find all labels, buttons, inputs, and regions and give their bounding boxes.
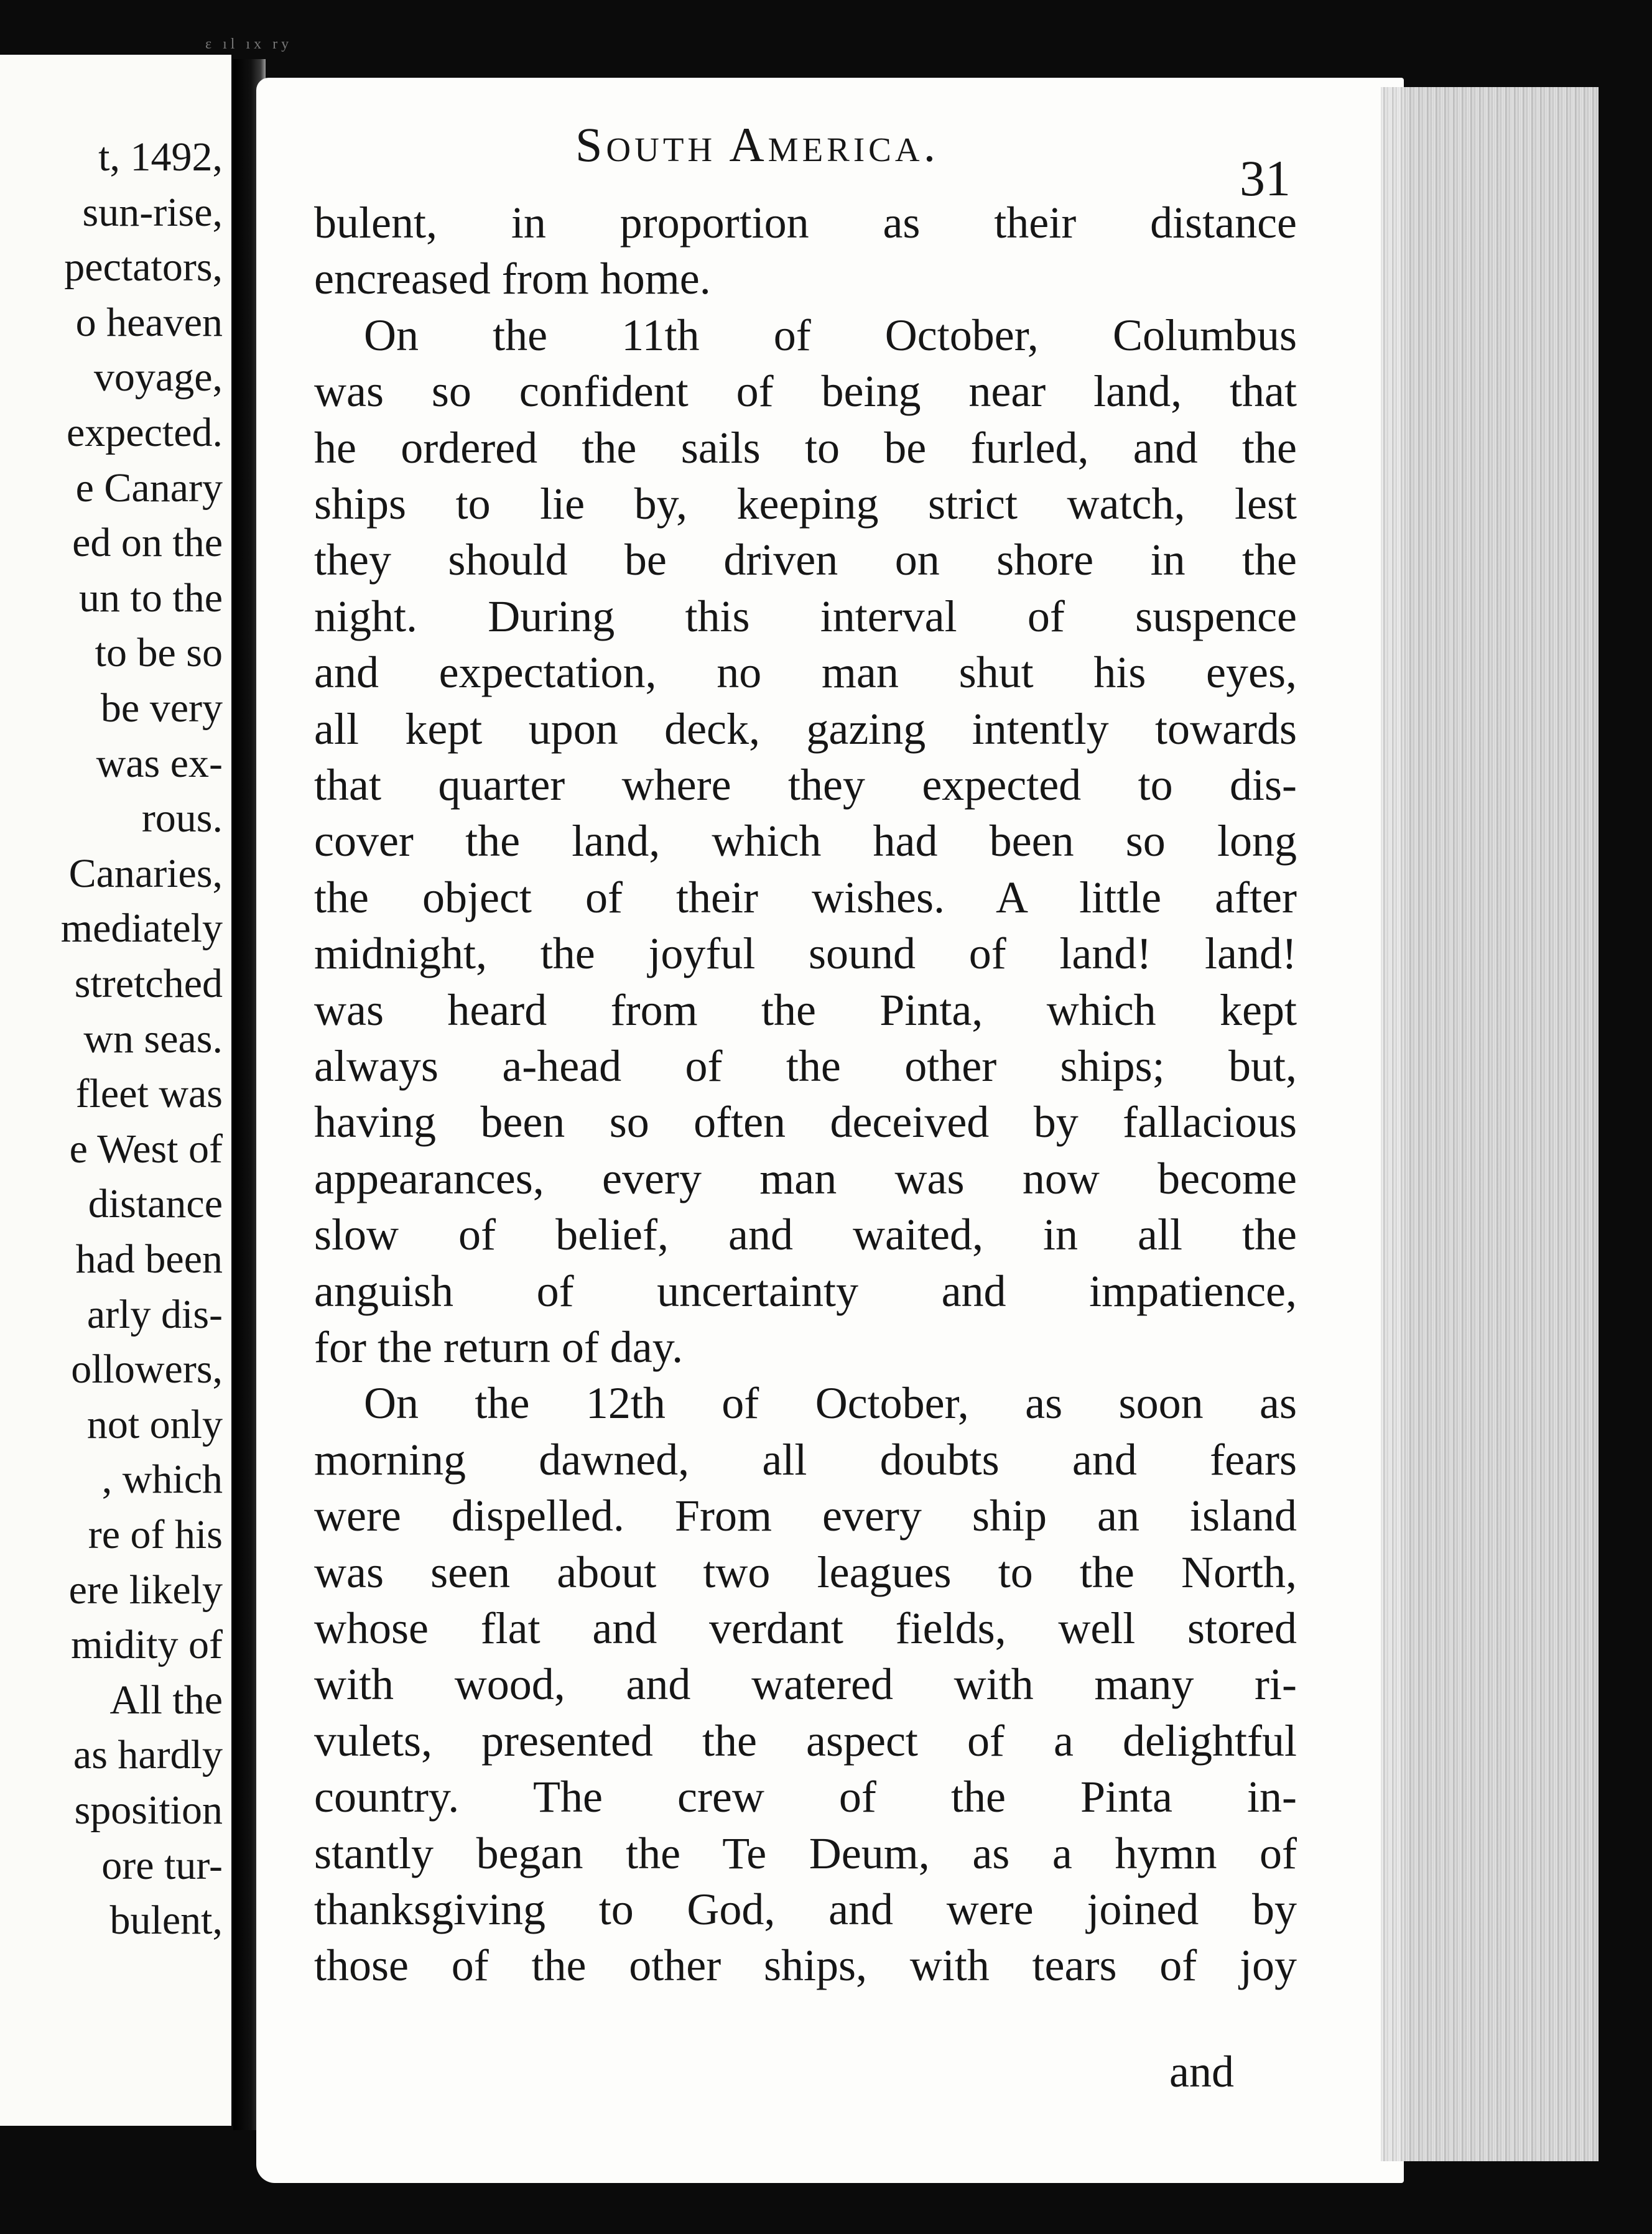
left-page-line: was ex- bbox=[96, 740, 223, 786]
body-line: ships to lie by, keeping strict watch, lest bbox=[314, 479, 1297, 529]
left-page-line: as hardly bbox=[73, 1732, 223, 1778]
body-line: for the return of day. bbox=[314, 1322, 684, 1372]
page-fore-edge bbox=[1381, 87, 1599, 2161]
running-head: South America. bbox=[575, 118, 940, 172]
left-page-line: , which bbox=[101, 1457, 223, 1503]
body-line: all kept upon deck, gazing intently towards bbox=[314, 703, 1297, 754]
body-line: slow of belief, and waited, in all the bbox=[314, 1210, 1297, 1260]
left-page-line: distance bbox=[88, 1181, 223, 1227]
body-line: midnight, the joyful sound of land! land! bbox=[314, 929, 1297, 979]
body-line: that quarter where they expected to dis- bbox=[314, 760, 1297, 810]
left-page-line: not only bbox=[86, 1401, 223, 1447]
body-line: having been so often deceived by fallacious bbox=[314, 1097, 1297, 1147]
left-page-fragment bbox=[0, 55, 231, 2126]
left-page-line: pectators, bbox=[64, 244, 223, 290]
body-line: encreased from home. bbox=[314, 254, 711, 304]
left-page-line: e West of bbox=[69, 1126, 223, 1172]
left-page-top-mark: ε ıl ıx ry bbox=[205, 36, 293, 52]
body-line: he ordered the sails to be furled, and the bbox=[314, 422, 1297, 473]
left-page-line: ere likely bbox=[68, 1567, 223, 1613]
left-page-line: ollowers, bbox=[71, 1346, 223, 1393]
body-line: On the 11th of October, Columbus bbox=[364, 310, 1297, 360]
body-line: with wood, and watered with many ri- bbox=[314, 1659, 1297, 1710]
page-number: 31 bbox=[1240, 150, 1291, 206]
body-line: country. The crew of the Pinta in- bbox=[314, 1772, 1297, 1822]
body-line: were dispelled. From every ship an island bbox=[314, 1491, 1297, 1541]
body-line: was seen about two leagues to the North, bbox=[314, 1547, 1297, 1597]
body-line: was heard from the Pinta, which kept bbox=[314, 985, 1297, 1035]
left-page-line: sposition bbox=[74, 1787, 223, 1833]
left-page-line: sun-rise, bbox=[82, 189, 223, 235]
body-line: whose flat and verdant fields, well stored bbox=[314, 1603, 1297, 1653]
body-line: anguish of uncertainty and impatience, bbox=[314, 1266, 1297, 1316]
left-page-line: mediately bbox=[60, 906, 223, 952]
left-page-line: voyage, bbox=[93, 355, 223, 401]
left-page-line: rous. bbox=[141, 795, 223, 841]
left-page-line: fleet was bbox=[75, 1071, 223, 1117]
left-page-line: bulent, bbox=[109, 1898, 223, 1944]
left-page-line: to be so bbox=[95, 630, 223, 676]
left-page-line: ore tur- bbox=[101, 1842, 223, 1888]
body-line: always a-head of the other ships; but, bbox=[314, 1041, 1297, 1091]
body-line: appearances, every man was now become bbox=[314, 1153, 1297, 1203]
body-line: stantly began the Te Deum, as a hymn of bbox=[314, 1828, 1297, 1878]
body-line: thanksgiving to God, and were joined by bbox=[314, 1884, 1297, 1934]
left-page-line: o heaven bbox=[75, 299, 223, 345]
left-page-line: wn seas. bbox=[83, 1016, 223, 1062]
body-line: they should be driven on shore in the bbox=[314, 535, 1297, 585]
left-page-line: All the bbox=[109, 1677, 223, 1723]
left-page-line: t, 1492, bbox=[98, 134, 223, 180]
body-line: those of the other ships, with tears of joy bbox=[314, 1940, 1297, 1991]
left-page-line: midity of bbox=[71, 1622, 223, 1668]
left-page-line: re of his bbox=[88, 1512, 223, 1557]
body-line: and expectation, no man shut his eyes, bbox=[314, 647, 1297, 698]
left-page-line: stretched bbox=[74, 961, 223, 1006]
body-line: bulent, in proportion as their distance bbox=[314, 198, 1297, 248]
body-line: On the 12th of October, as soon as bbox=[364, 1378, 1297, 1429]
left-page-line: un to the bbox=[79, 575, 223, 621]
catchword: and bbox=[1169, 2047, 1234, 2097]
body-line: night. During this interval of suspence bbox=[314, 591, 1297, 641]
left-page-line: e Canary bbox=[75, 465, 223, 511]
left-page-line: be very bbox=[100, 685, 223, 731]
body-line: cover the land, which had been so long bbox=[314, 816, 1297, 866]
body-line: the object of their wishes. A little after bbox=[314, 872, 1297, 922]
left-page-line: Canaries, bbox=[68, 850, 223, 896]
body-line: vulets, presented the aspect of a delightful bbox=[314, 1715, 1297, 1766]
left-page-line: had been bbox=[75, 1236, 223, 1282]
left-page-line: arly dis- bbox=[86, 1291, 223, 1337]
left-page-line: ed on the bbox=[72, 520, 223, 566]
left-page-line: expected. bbox=[66, 410, 223, 455]
body-line: was so confident of being near land, that bbox=[314, 366, 1297, 417]
body-line: morning dawned, all doubts and fears bbox=[314, 1434, 1297, 1485]
